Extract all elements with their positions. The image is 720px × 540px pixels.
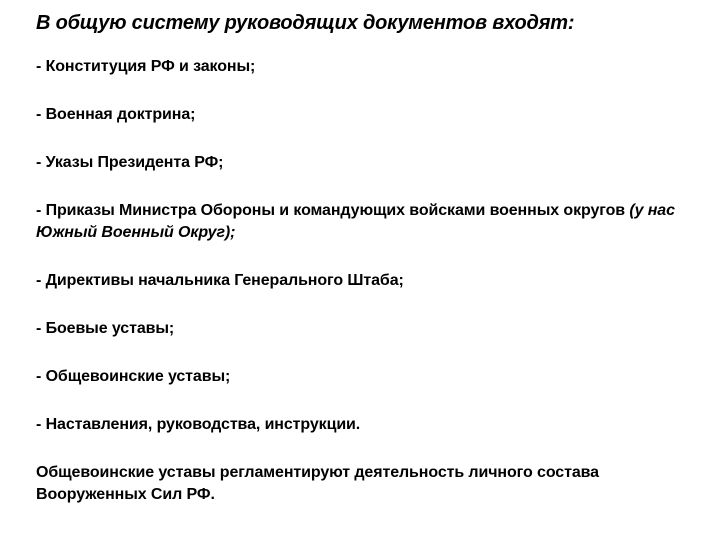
slide-heading: В общую систему руководящих документов входят: <box>36 12 575 34</box>
list-item-text: - Директивы начальника Генерального Штаба; <box>36 272 404 289</box>
list-item <box>36 152 686 174</box>
list-item <box>36 270 686 292</box>
document-list <box>36 56 686 436</box>
list-item-text: - Указы Президента РФ; <box>36 154 224 171</box>
list-item <box>36 56 686 78</box>
list-item-text: - Общевоинские уставы; <box>36 368 231 385</box>
list-item-text: - Боевые уставы; <box>36 320 175 337</box>
list-item <box>36 414 686 436</box>
list-item <box>36 318 686 340</box>
list-item-text: - Военная доктрина; <box>36 106 196 123</box>
list-item-text: - Конституция РФ и законы; <box>36 58 256 75</box>
list-item <box>36 200 686 244</box>
list-item <box>36 104 686 126</box>
conclusion-text: Общевоинские уставы регламентируют деятельность личного состава Вооруженных Сил РФ. <box>36 464 599 503</box>
list-item-text: - Наставления, руководства, инструкции. <box>36 416 361 433</box>
list-item <box>36 366 686 388</box>
slide-content <box>36 10 686 506</box>
list-item-text: - Приказы Министра Обороны и командующих войсками военных округов <box>36 202 630 219</box>
list-item-note: (у нас Южный Военный Округ); <box>36 202 675 241</box>
